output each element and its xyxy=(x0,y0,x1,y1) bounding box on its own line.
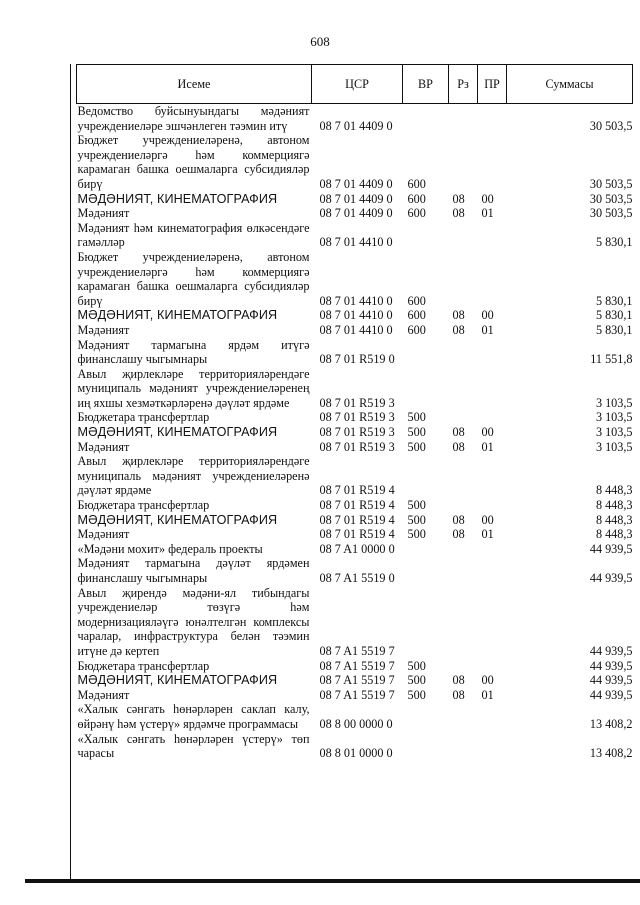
table-header xyxy=(77,65,633,104)
cell-sum: 44 939,5 xyxy=(589,541,633,556)
cell-rz xyxy=(449,454,478,498)
cell-csr: 08 7 01 4409 0 xyxy=(319,191,393,206)
cell-csr: 08 7 01 R519 3 xyxy=(319,439,395,454)
cell-sum: 3 103,5 xyxy=(595,439,633,454)
table-row xyxy=(77,498,633,513)
cell-vr: 500 xyxy=(407,425,426,440)
cell-sum: 5 830,1 xyxy=(595,308,633,323)
cell-csr: 08 7 01 4410 0 xyxy=(319,308,393,323)
cell-pr xyxy=(478,542,507,557)
cell-rz: 08 xyxy=(452,322,465,337)
cell-pr xyxy=(478,498,507,513)
cell-csr: 08 7 A1 5519 0 xyxy=(319,571,395,585)
cell-pr xyxy=(478,702,507,731)
cell-vr xyxy=(403,104,449,134)
cell-name: МӘДӘНИЯТ, КИНЕМАТОГРАФИЯ xyxy=(77,425,278,440)
cell-rz xyxy=(449,104,478,134)
cell-name: Мәдәният xyxy=(77,687,130,702)
cell-vr: 500 xyxy=(407,673,426,688)
cell-name: Мәдәният xyxy=(77,206,130,221)
cell-csr: 08 7 A1 5519 7 xyxy=(319,658,395,673)
table-row xyxy=(77,688,633,703)
header-sum: Суммасы xyxy=(507,65,633,104)
cell-rz: 08 xyxy=(452,512,465,527)
cell-sum: 13 408,2 xyxy=(589,716,633,731)
table-row xyxy=(77,527,633,542)
cell-csr: 08 7 01 4409 0 xyxy=(319,118,393,133)
header-name: Исеме xyxy=(77,65,312,104)
cell-name: «Мәдәни мохит» федераль проекты xyxy=(77,541,263,556)
cell-pr xyxy=(478,659,507,674)
header-pr: ПР xyxy=(478,65,507,104)
cell-vr xyxy=(403,702,449,731)
cell-name: МӘДӘНИЯТ, КИНЕМАТОГРАФИЯ xyxy=(77,512,278,527)
cell-pr xyxy=(478,104,507,134)
cell-vr xyxy=(403,586,449,659)
cell-rz: 08 xyxy=(452,425,465,440)
table-row xyxy=(77,556,633,585)
cell-sum: 30 503,5 xyxy=(589,206,633,221)
cell-name: Ведомство буйсынуындагы мәдәният учреждениеләре эшчәнлеген тәэмин итү xyxy=(77,104,310,133)
cell-csr: 08 7 01 R519 4 xyxy=(319,483,395,498)
cell-vr xyxy=(403,542,449,557)
cell-csr: 08 7 01 R519 4 xyxy=(319,498,395,513)
cell-name: Авыл җирендә мәдәни-ял тибындагы учреждениеләр төзүгә һәм модернизацияләүгә юнәлтелгән комплексы чаралар, инфраструктура белән тәэмин итүне дә кертеп xyxy=(77,585,310,658)
cell-vr: 600 xyxy=(407,322,426,337)
cell-rz xyxy=(449,659,478,674)
table-row xyxy=(77,440,633,455)
table-row xyxy=(77,250,633,308)
cell-rz: 08 xyxy=(452,308,465,323)
cell-pr xyxy=(478,250,507,308)
cell-sum: 44 939,5 xyxy=(589,658,633,673)
cell-csr: 08 7 01 R519 3 xyxy=(319,410,395,425)
cell-name: Бюджетара трансфертлар xyxy=(77,498,210,513)
cell-name: Мәдәният xyxy=(77,439,130,454)
cell-name: Бюджетара трансфертлар xyxy=(77,410,210,425)
table-row xyxy=(77,454,633,498)
page-number: 608 xyxy=(310,34,330,49)
cell-pr xyxy=(478,367,507,411)
cell-name: Мәдәният һәм кинематография өлкәсендәге гамәлләр xyxy=(77,220,310,250)
cell-csr: 08 7 01 R519 4 xyxy=(319,527,395,542)
cell-csr: 08 7 A1 5519 7 xyxy=(319,673,395,688)
cell-vr: 500 xyxy=(407,439,426,454)
cell-rz xyxy=(449,542,478,557)
cell-pr: 00 xyxy=(481,191,494,206)
cell-rz xyxy=(449,221,478,250)
cell-csr: 08 7 01 4409 0 xyxy=(319,176,393,191)
cell-rz: 08 xyxy=(452,191,465,206)
cell-name: Авыл җирлекләре территорияләрендәге муниципаль мәдәният учреждениеләренең иң яхшы хезмәткәрләренә дәүләт ярдәме xyxy=(77,366,310,410)
table-row xyxy=(77,192,633,207)
cell-sum: 3 103,5 xyxy=(595,425,633,440)
cell-rz xyxy=(449,556,478,585)
cell-rz xyxy=(449,338,478,367)
cell-pr: 00 xyxy=(481,308,494,323)
table-row xyxy=(77,206,633,221)
cell-sum: 13 408,2 xyxy=(589,746,633,761)
cell-vr: 500 xyxy=(407,498,426,513)
cell-sum: 11 551,8 xyxy=(590,352,633,367)
cell-vr: 600 xyxy=(407,176,426,191)
cell-rz: 08 xyxy=(452,687,465,702)
cell-name: Мәдәният тармагына ярдәм итүгә финанслашу чыгымнары xyxy=(77,337,310,367)
cell-pr xyxy=(478,556,507,585)
cell-csr: 08 7 01 R519 0 xyxy=(319,352,395,367)
cell-rz xyxy=(449,586,478,659)
cell-rz xyxy=(449,702,478,731)
cell-csr: 08 7 01 4410 0 xyxy=(319,293,393,308)
table-row xyxy=(77,542,633,557)
cell-sum: 44 939,5 xyxy=(589,687,633,702)
cell-name: Бюджет учреждениеләренә, автоном учреждениеләргә һәм коммерциягә карамаган башка оешмаларга субсидияләр бирү xyxy=(77,133,310,191)
cell-name: Бюджет учреждениеләренә, автоном учреждениеләргә һәм коммерциягә карамаган башка оешмаларга субсидияләр бирү xyxy=(77,249,310,308)
table-row xyxy=(77,221,633,250)
cell-rz xyxy=(449,133,478,191)
cell-pr: 01 xyxy=(481,439,494,454)
cell-vr: 600 xyxy=(407,191,426,206)
cell-pr: 00 xyxy=(481,512,494,527)
cell-pr: 00 xyxy=(481,425,494,440)
cell-pr: 01 xyxy=(481,687,494,702)
cell-sum: 3 103,5 xyxy=(595,395,633,410)
cell-sum: 8 448,3 xyxy=(595,512,633,527)
cell-csr: 08 7 01 R519 3 xyxy=(319,395,395,410)
cell-rz: 08 xyxy=(452,439,465,454)
cell-csr: 08 7 A1 5519 7 xyxy=(319,687,395,702)
cell-vr xyxy=(403,367,449,411)
cell-sum: 30 503,5 xyxy=(589,176,633,191)
table-row xyxy=(77,338,633,367)
cell-sum: 8 448,3 xyxy=(595,527,633,542)
cell-vr xyxy=(403,732,449,761)
cell-rz xyxy=(449,367,478,411)
cell-name: Мәдәният xyxy=(77,527,130,542)
cell-name: Мәдәният тармагына дәүләт ярдәмен финанслашу чыгымнары xyxy=(77,556,310,585)
cell-sum: 44 939,5 xyxy=(589,673,633,688)
cell-sum: 3 103,5 xyxy=(595,410,633,425)
header-csr: ЦСР xyxy=(312,65,403,104)
cell-sum: 8 448,3 xyxy=(595,483,633,498)
cell-rz xyxy=(449,250,478,308)
cell-pr xyxy=(478,221,507,250)
cell-pr xyxy=(478,338,507,367)
cell-pr: 01 xyxy=(481,206,494,221)
bottom-scan-band xyxy=(25,879,640,883)
table-row xyxy=(77,659,633,674)
cell-vr: 500 xyxy=(407,658,426,673)
table-row xyxy=(77,104,633,134)
cell-csr: 08 7 01 4410 0 xyxy=(319,235,393,250)
cell-rz xyxy=(449,732,478,761)
cell-vr: 500 xyxy=(407,512,426,527)
table-row xyxy=(77,133,633,191)
cell-pr: 01 xyxy=(481,322,494,337)
cell-csr: 08 7 01 4410 0 xyxy=(319,322,393,337)
cell-vr xyxy=(403,221,449,250)
cell-rz: 08 xyxy=(452,527,465,542)
cell-name: МӘДӘНИЯТ, КИНЕМАТОГРАФИЯ xyxy=(77,308,278,323)
header-vr: ВР xyxy=(403,65,449,104)
budget-table xyxy=(76,64,633,761)
cell-name: Мәдәният xyxy=(77,322,130,337)
cell-pr xyxy=(478,586,507,659)
cell-name: «Халык сәнгать һөнәрләрен үстерү» төп чарасы xyxy=(77,731,310,761)
table-row xyxy=(77,586,633,659)
table-row xyxy=(77,323,633,338)
cell-csr: 08 7 A1 5519 7 xyxy=(319,643,395,658)
table-row xyxy=(77,702,633,731)
cell-rz xyxy=(449,498,478,513)
cell-pr xyxy=(478,454,507,498)
cell-pr xyxy=(478,732,507,761)
table-row xyxy=(77,308,633,323)
cell-sum: 5 830,1 xyxy=(595,293,633,308)
table-row xyxy=(77,410,633,425)
cell-sum: 5 830,1 xyxy=(595,235,633,250)
table-row xyxy=(77,367,633,411)
cell-pr: 00 xyxy=(481,673,494,688)
table-row xyxy=(77,673,633,688)
cell-sum: 30 503,5 xyxy=(589,118,633,133)
cell-vr: 600 xyxy=(407,206,426,221)
cell-vr: 500 xyxy=(407,410,426,425)
cell-rz: 08 xyxy=(452,673,465,688)
cell-name: Авыл җирлекләре территорияләрендәге муниципаль мәдәният учреждениеләренә дәүләт ярдәме xyxy=(77,454,310,498)
cell-vr: 600 xyxy=(407,293,426,308)
cell-csr: 08 7 A1 0000 0 xyxy=(319,541,395,556)
cell-rz: 08 xyxy=(452,206,465,221)
cell-vr: 600 xyxy=(407,308,426,323)
cell-name: «Халык сәнгать һөнәрләрен саклап калу, өйрәнү һәм үстерү» ярдәмче программасы xyxy=(77,702,310,731)
cell-name: Бюджетара трансфертлар xyxy=(77,658,210,673)
cell-csr: 08 7 01 R519 4 xyxy=(319,512,395,527)
table-row xyxy=(77,425,633,440)
cell-vr: 500 xyxy=(407,527,426,542)
cell-vr xyxy=(403,454,449,498)
table-row xyxy=(77,513,633,528)
cell-pr: 01 xyxy=(481,527,494,542)
cell-csr: 08 8 00 0000 0 xyxy=(319,716,393,731)
cell-pr xyxy=(478,133,507,191)
table-row xyxy=(77,732,633,761)
cell-rz xyxy=(449,410,478,425)
cell-csr: 08 7 01 R519 3 xyxy=(319,425,395,440)
cell-csr: 08 7 01 4409 0 xyxy=(319,206,393,221)
cell-csr: 08 8 01 0000 0 xyxy=(319,746,393,761)
cell-vr: 500 xyxy=(407,687,426,702)
cell-sum: 8 448,3 xyxy=(595,498,633,513)
header-rz: Рз xyxy=(449,65,478,104)
cell-name: МӘДӘНИЯТ, КИНЕМАТОГРАФИЯ xyxy=(77,191,278,206)
cell-vr xyxy=(403,338,449,367)
cell-sum: 44 939,5 xyxy=(589,643,633,658)
table-body xyxy=(77,104,633,761)
cell-name: МӘДӘНИЯТ, КИНЕМАТОГРАФИЯ xyxy=(77,673,278,688)
cell-vr xyxy=(403,556,449,585)
left-border-line xyxy=(70,64,71,881)
cell-sum: 30 503,5 xyxy=(589,191,633,206)
cell-sum: 5 830,1 xyxy=(595,322,633,337)
cell-sum: 44 939,5 xyxy=(589,571,633,585)
cell-pr xyxy=(478,410,507,425)
